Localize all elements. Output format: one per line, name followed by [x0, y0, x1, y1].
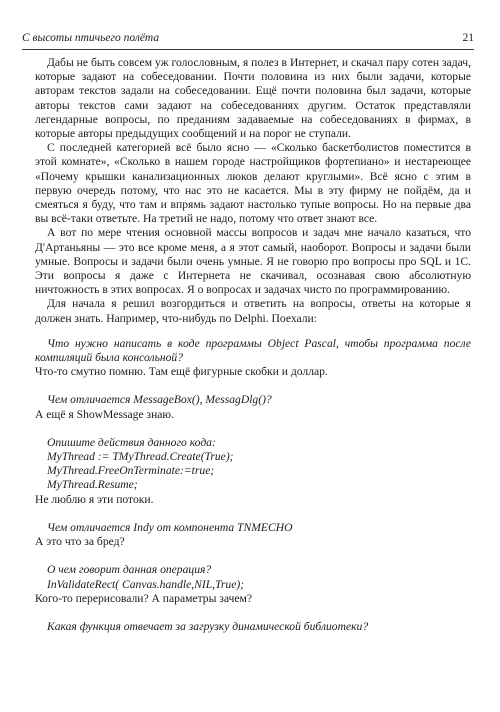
- running-title: С высоты птичьего полёта: [22, 32, 160, 44]
- page-body: [35, 56, 471, 634]
- code-line: InValidateRect( Canvas.handle,NIL,True);: [47, 577, 245, 591]
- qa-item: [35, 393, 471, 421]
- question: Какая функция отвечает за загрузку динамической библиотеки?: [47, 619, 369, 633]
- page-number: 21: [462, 32, 474, 44]
- question: О чем говорит данная операция?: [47, 563, 212, 577]
- paragraph: Дабы не быть совсем уж голословным, я полез в Интернет, и скачал пару сотен задач, которые задают на собеседовании. Почти половина из них были задачи, которые авторам текстов задали на собеседовании. Ещё почти половина был задачи, которые авторы текстов сами задают на собеседованиях другим. Остаток представляли легендарные вопросы, по преданиям задаваемые на собеседованиях в фирмах, в которые авторы предыдущих сообщений и на порог не ступали.: [35, 56, 471, 141]
- answer: Что-то смутно помню. Там ещё фигурные скобки и доллар.: [35, 365, 328, 379]
- qa-item: [35, 521, 471, 549]
- question: Чем отличается Indy от компонента TNMECHO: [47, 520, 293, 534]
- running-header: [22, 32, 474, 50]
- question: Чем отличается MessageBox(), MessagDlg()?: [47, 393, 272, 407]
- code-line: MyThread := TMyThread.Create(True);: [47, 450, 234, 464]
- code-line: MyThread.Resume;: [47, 478, 138, 492]
- paragraph: Для начала я решил возгордиться и ответить на вопросы, ответы на которые я должен знать. Например, что-нибудь по Delphi. Поехали:: [35, 297, 471, 325]
- code-line: MyThread.FreeOnTerminate:=true;: [47, 464, 215, 478]
- answer: Кого-то перерисовали? А параметры зачем?: [35, 591, 252, 605]
- question: Что нужно написать в коде программы Object Pascal, чтобы программа после компиляций была консольной?: [35, 336, 471, 365]
- answer: Не люблю я эти потоки.: [35, 492, 154, 506]
- paragraph: С последней категорией всё было ясно — «Сколько баскетболистов поместится в этой комнате», «Сколько в нашем городе настройщиков фортепиано» и нестареющее «Почему крышки канализационных люков делают круглыми». Всё ясно с этим в первую очередь потому, что нас это не касается. Мы в эту фирму не пойдём, да и смеяться я буду, что там и впрямь задают настолько тупые вопросы. Но на первые два вы всё-таки ответьте. На третий не надо, потому что ответ знают все.: [35, 141, 471, 226]
- answer: А это что за бред?: [35, 535, 125, 549]
- qa-item: [35, 436, 471, 507]
- qa-item: [35, 620, 471, 634]
- qa-item: [35, 563, 471, 606]
- paragraph: А вот по мере чтения основной массы вопросов и задач мне начало казаться, что Д'Артаньяны — это все кроме меня, а я этот самый, наоборот. Вопросы и задачи были умные. Вопросы и задачи были очень умные. Я не говорю про вопросы про SQL и 1С. Эти вопросы я даже с Интернета не скачивал, осознавая свою абсолютную ничтожность в этих вопросах. Я о вопросах и задачах чисто по программированию.: [35, 226, 471, 297]
- question: Опишите действия данного кода:: [47, 435, 216, 449]
- answer: А ещё я ShowMessage знаю.: [35, 407, 174, 421]
- qa-item: [35, 337, 471, 380]
